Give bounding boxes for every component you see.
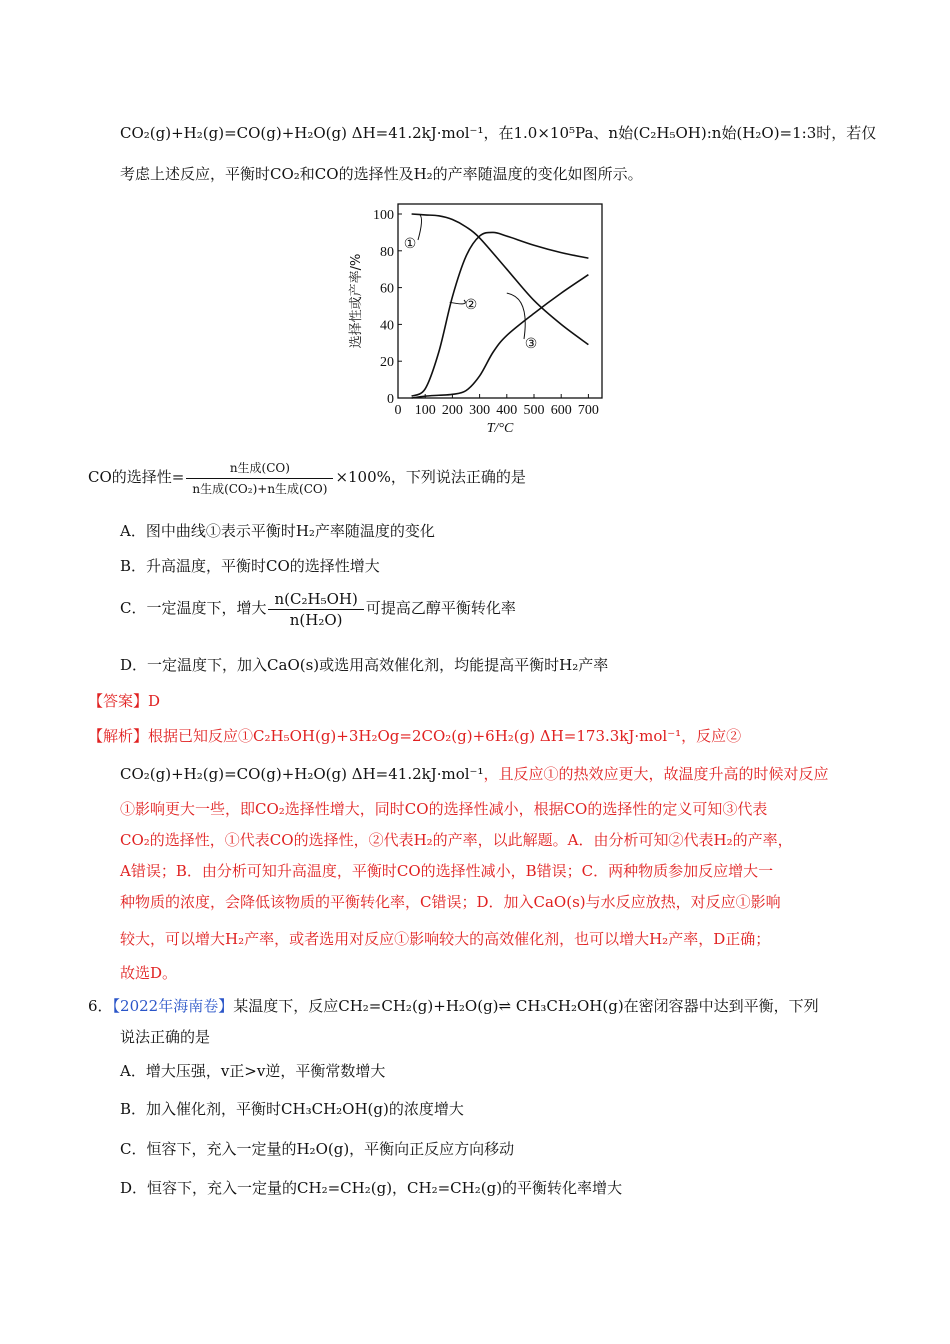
q5-option-b: B．升高温度，平衡时CO的选择性增大: [120, 557, 380, 575]
analysis-text-1: 根据已知反应①C₂H₅OH(g)+3H₂Og=2CO₂(g)+6H₂(g) ΔH=173.3kJ·mol⁻¹，反应②: [148, 727, 742, 745]
intro-end-text: 时，若仅: [816, 124, 877, 142]
intro-separator: 、: [593, 124, 609, 142]
analysis-equation-2: CO₂(g)+H₂(g)=CO(g)+H₂O(g) ΔH=41.2kJ·mol⁻¹: [120, 765, 484, 783]
q6-stem-1: 某温度下，反应CH₂=CH₂(g)+H₂O(g)⇌ CH₃CH₂OH(g)在密闭容器中达到平衡，下列: [233, 997, 819, 1015]
analysis-tag: 【解析】: [88, 727, 149, 745]
intro-ratio: n始(C₂H₅OH):n始(H₂O)=1:3: [608, 124, 817, 142]
selectivity-definition: [88, 455, 526, 499]
y-tick-label: 20: [380, 355, 394, 371]
annotation-label-1: ①: [403, 237, 417, 252]
x-tick-label: 500: [523, 403, 545, 418]
intro-line-1: [120, 122, 876, 144]
selectivity-label: CO的选择性=: [88, 468, 185, 486]
analysis-line-5: A错误；B．由分析可知升高温度，平衡时CO的选择性减小，B错误；C．两种物质参加反应增大一: [120, 862, 774, 880]
intro-pressure: 1.0×10⁵Pa: [513, 124, 594, 142]
analysis-line-2: [120, 763, 829, 785]
intro-mid-text: ，在: [483, 124, 514, 142]
selectivity-denominator: n生成(CO₂)+n生成(CO): [192, 481, 328, 496]
x-tick-label: 200: [441, 403, 463, 418]
q6-stem-line-2: 说法正确的是: [120, 1028, 211, 1046]
q6-option-d: D．恒容下，充入一定量的CH₂=CH₂(g)，CH₂=CH₂(g)的平衡转化率增大: [120, 1179, 623, 1197]
analysis-line-1: [88, 725, 741, 747]
selectivity-numerator: n生成(CO): [186, 458, 333, 479]
analysis-line-4: CO₂的选择性，①代表CO的选择性，②代表H₂的产率，以此解题。A．由分析可知②代表H₂的产率，: [120, 831, 793, 849]
x-tick-label: 0: [394, 403, 402, 418]
selectivity-tail: ，下列说法正确的是: [390, 468, 526, 486]
x-tick-label: 400: [496, 403, 518, 418]
q5-option-c-fraction: [268, 589, 363, 630]
analysis-line-3: ①影响更大一些，即CO₂选择性增大，同时CO的选择性减小，根据CO的选择性的定义可知③代表: [120, 800, 768, 818]
analysis-line-6: 种物质的浓度，会降低该物质的平衡转化率，C错误；D．加入CaO(s)与水反应放热，对反应①影响: [120, 893, 781, 911]
q6-number: 6．: [88, 997, 113, 1015]
selectivity-fraction: [186, 458, 333, 499]
q5-option-c-denominator: n(H₂O): [289, 610, 343, 629]
x-tick-label: 600: [550, 403, 572, 418]
x-tick-label: 700: [577, 403, 599, 418]
q6-option-c: C．恒容下，充入一定量的H₂O(g)，平衡向正反应方向移动: [120, 1140, 515, 1158]
analysis-line-8: 故选D。: [120, 964, 178, 982]
x-tick-label: 100: [414, 403, 436, 418]
analysis-line-7: 较大，可以增大H₂产率，或者选用对反应①影响较大的高效催化剂，也可以增大H₂产率，D正确；: [120, 930, 771, 948]
q5-option-c-numerator: n(C₂H₅OH): [268, 589, 363, 610]
q6-stem-line-1: [88, 995, 819, 1017]
x-axis-label: T/°C: [486, 421, 514, 436]
q5-option-c-pre: C．一定温度下，增大: [120, 599, 267, 617]
y-tick-label: 0: [387, 392, 394, 407]
y-tick-label: 100: [373, 208, 394, 223]
series-line-3: [412, 275, 589, 398]
y-axis-label: 选择性或产率/%: [349, 253, 364, 349]
analysis-text-2: ，且反应①的热效应更大，故温度升高的时候对反应: [483, 765, 829, 783]
q5-option-c: [120, 585, 516, 631]
x-tick-label: 300: [469, 403, 491, 418]
intro-line-2: 考虑上述反应，平衡时CO₂和CO的选择性及H₂的产率随温度的变化如图所示。: [120, 165, 643, 183]
answer-tag: 【答案】: [88, 692, 149, 710]
answer-value: D: [148, 692, 161, 710]
annotation-label-3: ③: [524, 337, 538, 352]
answer-line: [88, 690, 160, 712]
selectivity-times: ×100%: [335, 468, 391, 486]
q5-option-c-post: 可提高乙醇平衡转化率: [365, 599, 516, 617]
annotation-leader-1: [418, 215, 422, 240]
y-tick-label: 40: [380, 318, 394, 334]
q6-source: 【2022年海南卷】: [112, 997, 234, 1015]
y-tick-label: 60: [380, 281, 394, 297]
q5-option-d: D．一定温度下，加入CaO(s)或选用高效催化剂，均能提高平衡时H₂产率: [120, 656, 609, 674]
q6-option-a: A．增大压强，v正>v逆，平衡常数增大: [120, 1062, 386, 1080]
series-line-2: [412, 232, 589, 396]
chart-svg: [340, 196, 610, 446]
q5-option-a: A．图中曲线①表示平衡时H₂产率随温度的变化: [120, 522, 435, 540]
annotation-label-2: ②: [464, 298, 478, 313]
intro-equation: CO₂(g)+H₂(g)=CO(g)+H₂O(g) ΔH=41.2kJ·mol⁻¹: [120, 124, 484, 142]
y-tick-label: 80: [380, 244, 394, 260]
selectivity-yield-chart: [340, 196, 610, 446]
q6-option-b: B．加入催化剂，平衡时CH₃CH₂OH(g)的浓度增大: [120, 1100, 464, 1118]
